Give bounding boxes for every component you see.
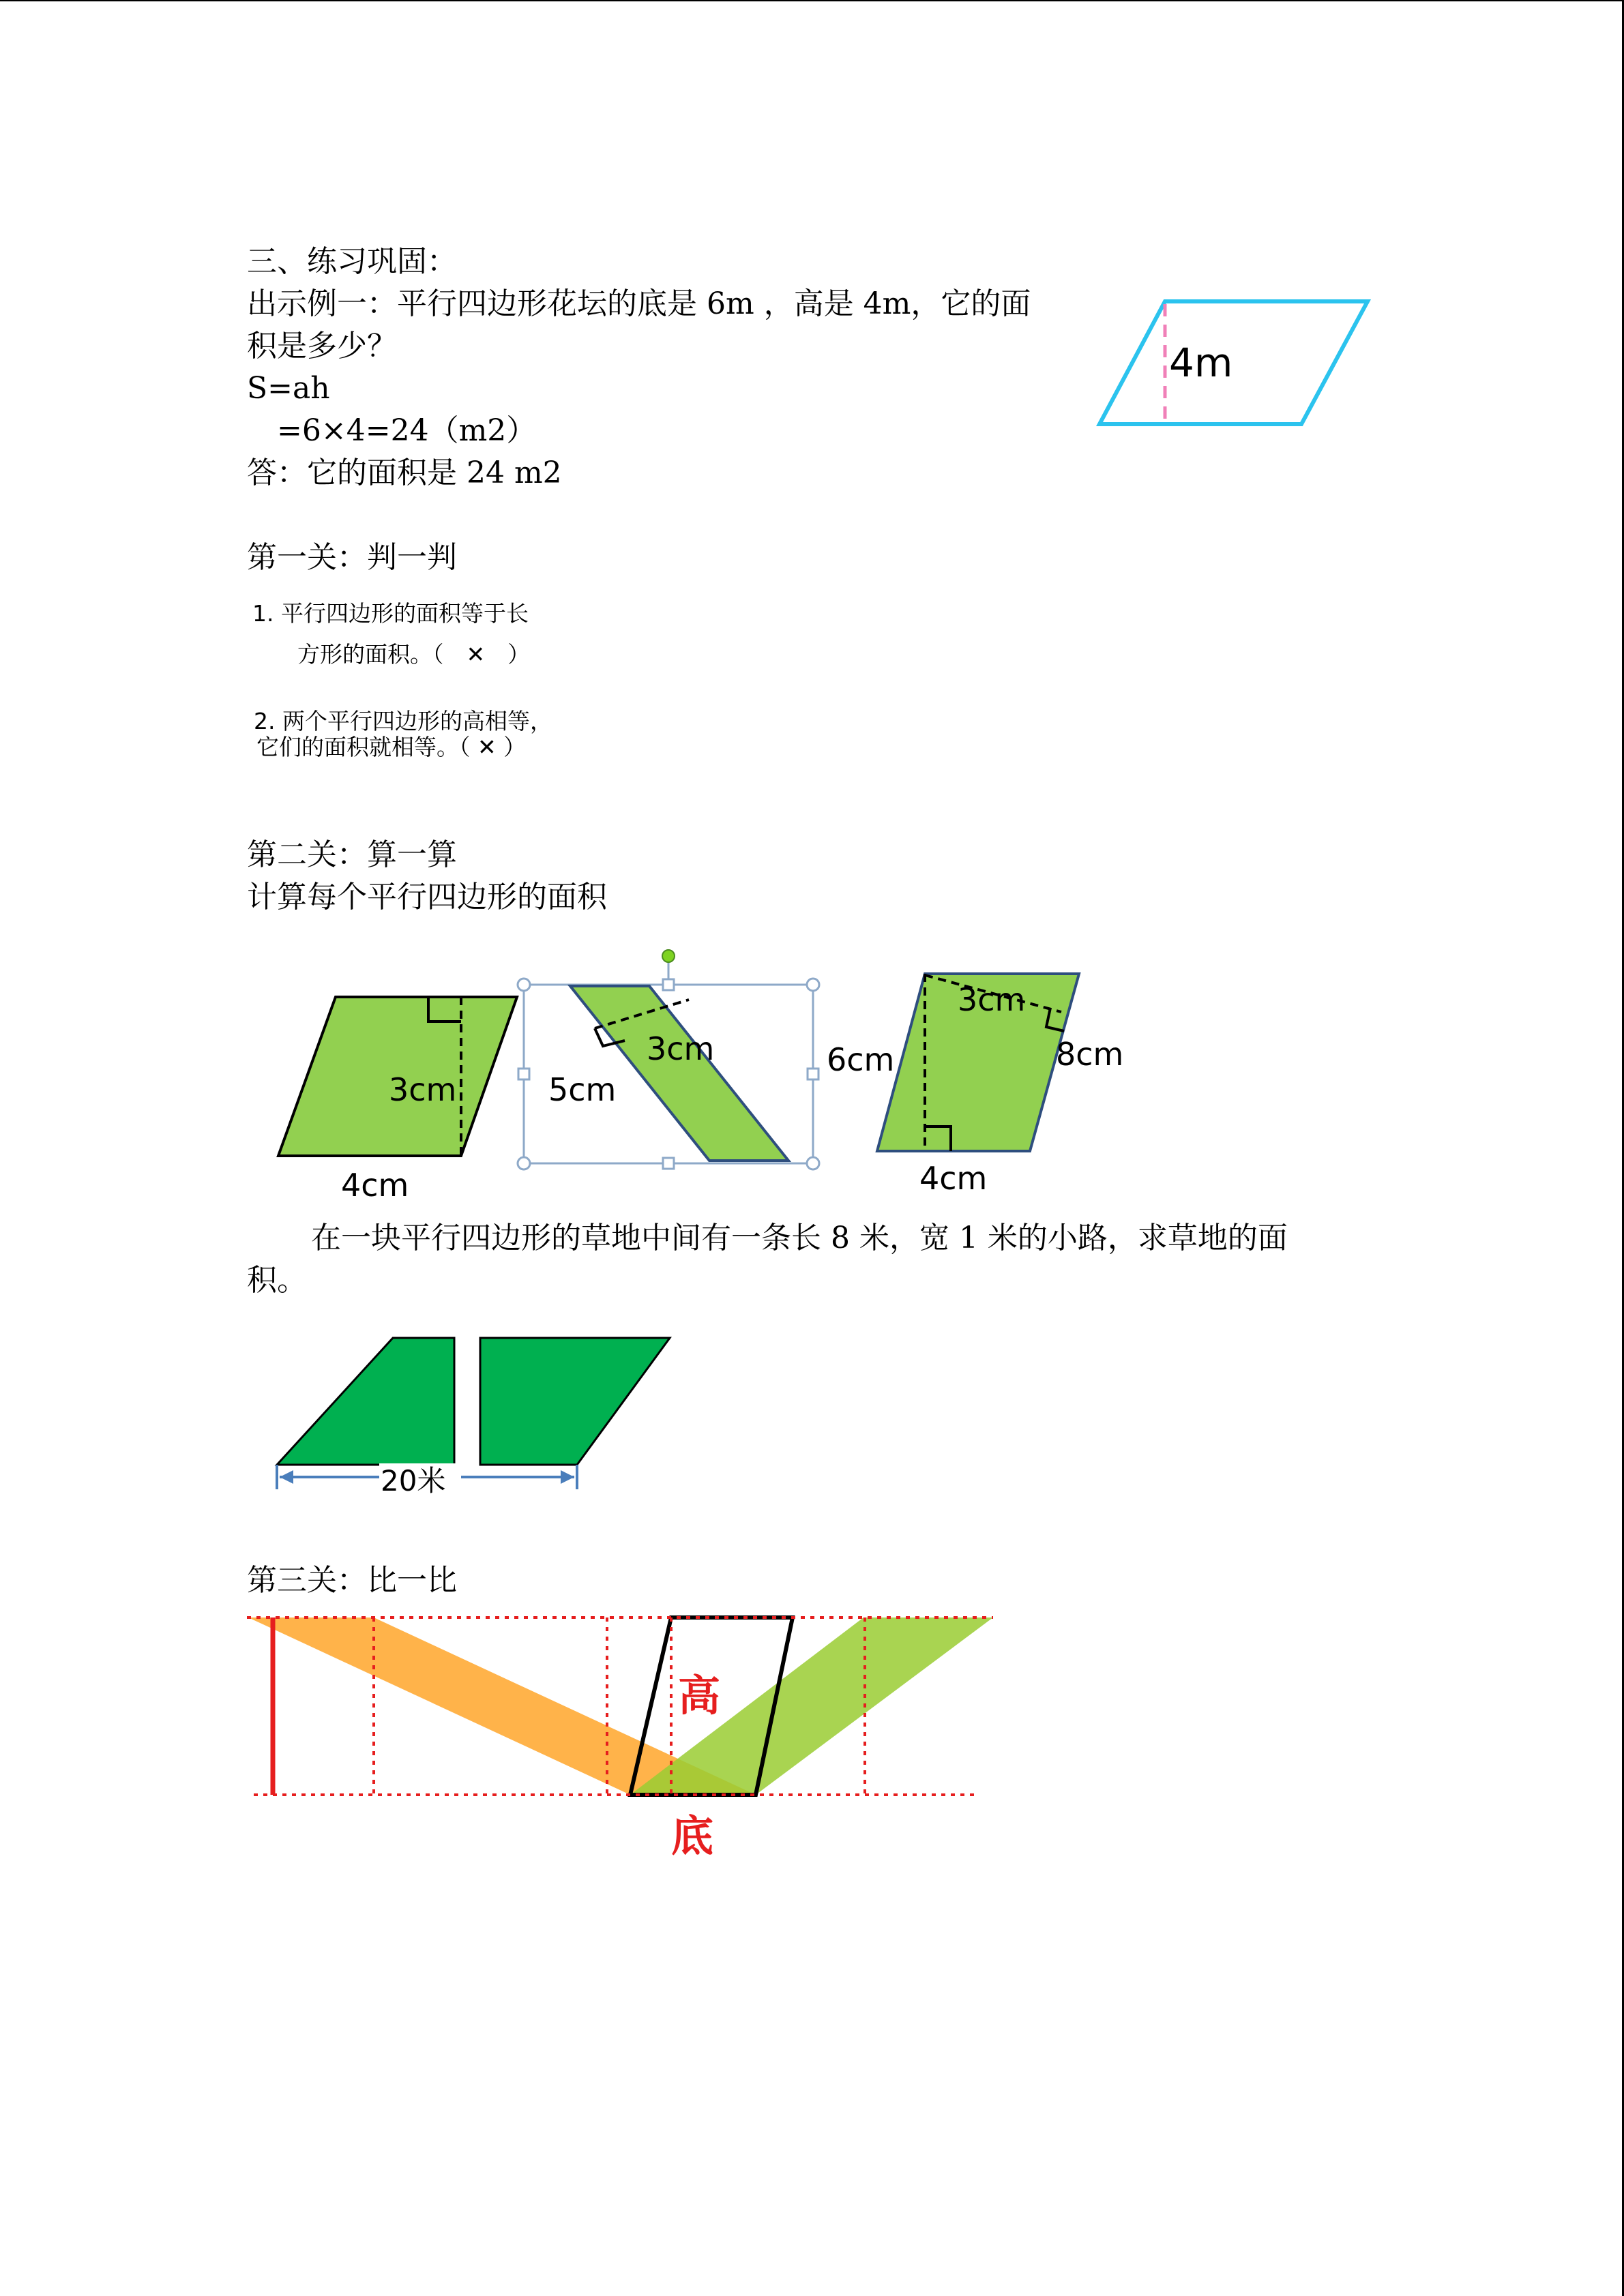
compare-figure [247, 1617, 993, 1861]
level3-title: 第三关：比一比 [247, 1563, 457, 1598]
fig1-height-label: 3cm [389, 1071, 457, 1108]
fig2-height-label: 3cm [647, 1030, 715, 1067]
fig2-handle-mr [808, 1069, 818, 1079]
fig2-side-label: 5cm [548, 1071, 617, 1108]
level1-q2-line1: 2. 两个平行四边形的高相等， [254, 708, 552, 734]
fig2-box-label: 6cm [827, 1041, 895, 1078]
fig3-base-label: 4cm [919, 1160, 988, 1197]
fig3-side-label: 8cm [1056, 1036, 1124, 1073]
example-line2: 积是多少？ [247, 329, 397, 363]
grass-problem-line1: 在一块平行四边形的草地中间有一条长 8 米，宽 1 米的小路，求草地的面 [311, 1221, 1288, 1255]
level1-q1-line2: 方形的面积。（ ✕ ） [297, 641, 531, 668]
grass-measure-arrow-left [280, 1470, 293, 1484]
fig2-handle-br [807, 1157, 819, 1169]
base-label: 底 [671, 1811, 714, 1861]
height-label: 高 [678, 1671, 721, 1720]
fig2-handle-bl [518, 1157, 530, 1169]
level2-title: 第二关：算一算 [247, 837, 457, 872]
fig2-handle-ml [518, 1069, 529, 1079]
example-calc: =6×4=24（m2） [277, 413, 537, 448]
grass-left-piece [277, 1338, 454, 1465]
calc-figure-1 [278, 997, 517, 1204]
level2-instruction: 计算每个平行四边形的面积 [247, 880, 607, 914]
fig1-base-label: 4cm [341, 1167, 409, 1204]
example-height-label: 4m [1169, 340, 1233, 386]
example-formula: S=ah [247, 371, 330, 406]
example-line1: 出示例一：平行四边形花坛的底是 6m ，高是 4m，它的面 [247, 286, 1031, 321]
grass-measure-arrow-right [561, 1470, 574, 1484]
fig2-handle-tm [663, 979, 674, 990]
grass-figure [277, 1338, 670, 1497]
calc-figure-3 [877, 974, 1123, 1197]
level1-title: 第一关：判一判 [247, 540, 457, 575]
grass-problem-line2: 积。 [247, 1263, 307, 1298]
example-answer: 答：它的面积是 24 m2 [247, 456, 562, 490]
level1-q2-line2: 它们的面积就相等。（ ✕ ） [256, 734, 527, 760]
fig2-handle-tl [518, 979, 530, 991]
calc-figure-2 [518, 950, 894, 1169]
grass-width-label: 20米 [381, 1464, 446, 1497]
grass-right-piece [480, 1338, 670, 1465]
example-parallelogram-figure [1099, 301, 1368, 424]
example-parallelogram [1099, 301, 1368, 424]
level1-q1-line1: 1. 平行四边形的面积等于长 [252, 600, 529, 627]
section-title: 三、练习巩固： [247, 244, 457, 279]
fig2-handle-tr [807, 979, 819, 991]
fig2-handle-bm [663, 1158, 674, 1169]
fig3-top-label: 3cm [958, 981, 1026, 1018]
fig2-rotate-handle [662, 950, 675, 962]
